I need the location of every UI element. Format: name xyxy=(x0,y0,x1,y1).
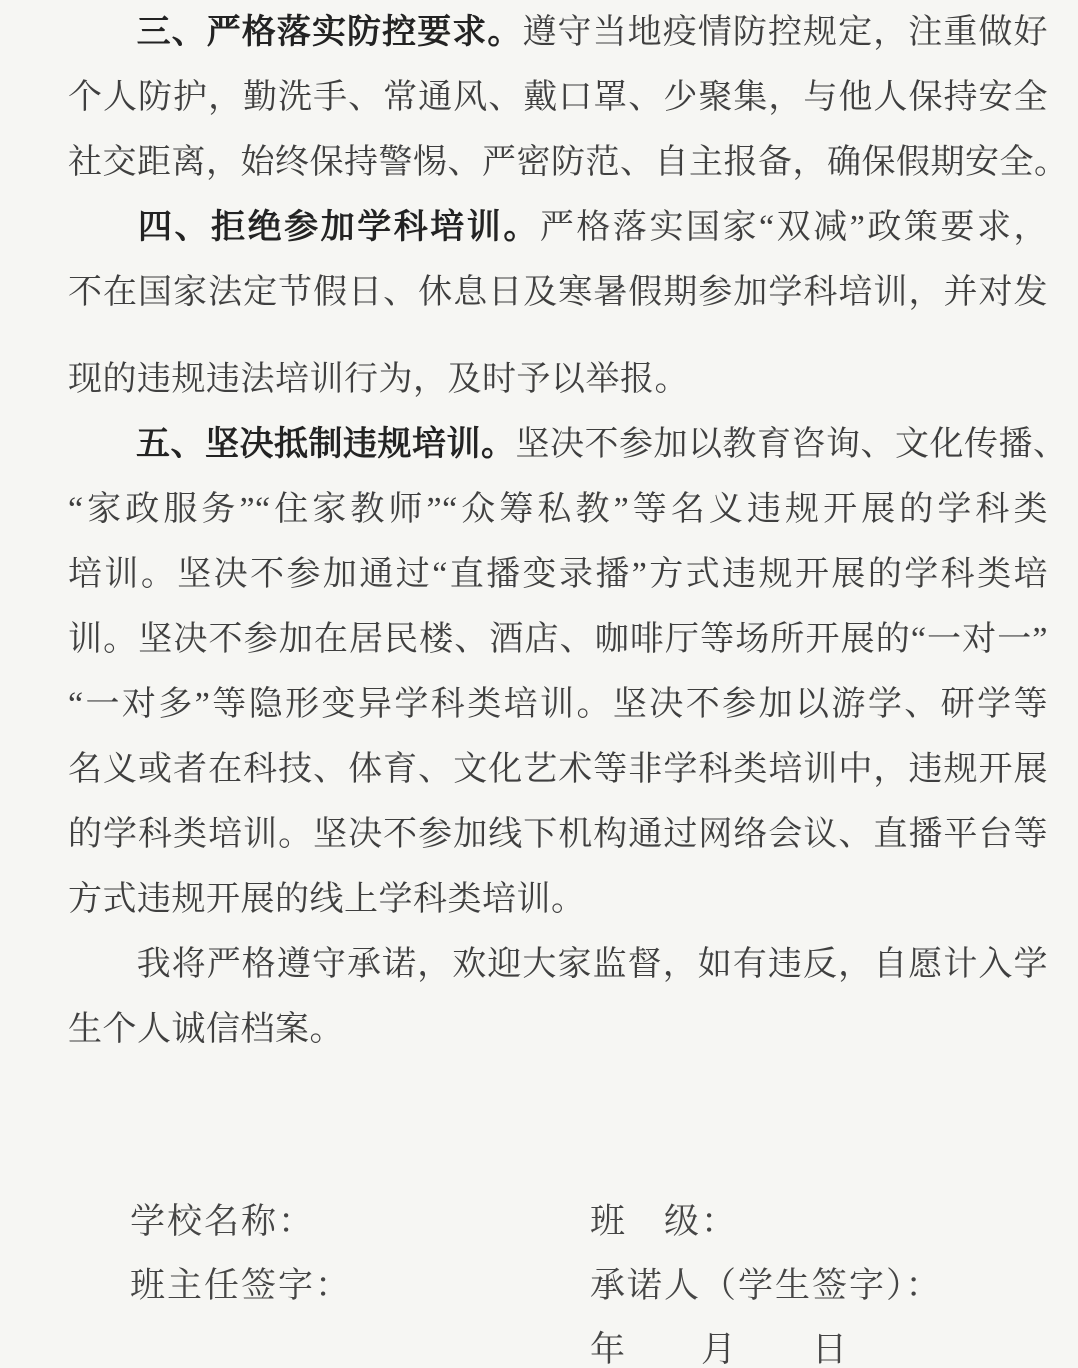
body-text: 培训。坚决不参加通过“直播变录播”方式违规开展的学科类培 xyxy=(68,556,1048,593)
body-text: 坚决不参加以教育咨询、文化传播、 xyxy=(515,426,1068,463)
signature-row xyxy=(68,1254,1048,1318)
student-signature-label: 承诺人（学生签字）： xyxy=(590,1266,943,1305)
section-heading-3: 三、严格落实防控要求。 xyxy=(136,13,523,51)
section-heading-5: 五、坚决抵制违规培训。 xyxy=(136,425,516,463)
paragraph-line xyxy=(68,802,1048,867)
signature-block xyxy=(68,1190,1048,1368)
body-text: 严格落实国家“双减”政策要求， xyxy=(539,209,1048,246)
body-text: 生个人诚信档案。 xyxy=(68,1011,344,1048)
body-text: 现的违规违法培训行为，及时予以举报。 xyxy=(68,361,689,398)
paragraph-line xyxy=(68,260,1048,325)
paragraph-line xyxy=(68,0,1048,65)
school-name-label: 学校名称： xyxy=(130,1202,316,1241)
teacher-signature-label: 班主任签字： xyxy=(130,1266,353,1305)
body-text: 个人防护，勤洗手、常通风、戴口罩、少聚集，与他人保持安全 xyxy=(68,79,1048,116)
date-label: 年 月 日 xyxy=(590,1330,850,1368)
body-text: 名义或者在科技、体育、文化艺术等非学科类培训中，违规开展 xyxy=(68,751,1048,788)
paragraph-line xyxy=(68,347,1048,412)
paragraph-line xyxy=(68,477,1048,542)
paragraph-line xyxy=(68,65,1048,130)
document-body xyxy=(68,0,1069,1368)
body-text: 不在国家法定节假日、休息日及寒暑假期参加学科培训，并对发 xyxy=(68,274,1048,311)
body-text: “一对多”等隐形变异学科类培训。坚决不参加以游学、研学等 xyxy=(68,686,1048,723)
body-text: “家政服务”“住家教师”“众筹私教”等名义违规开展的学科类 xyxy=(68,491,1048,528)
paragraph-line xyxy=(68,607,1048,672)
paragraph-line xyxy=(68,672,1048,737)
paragraph-line xyxy=(68,932,1048,997)
class-label: 班 级： xyxy=(590,1202,739,1241)
body-text: 我将严格遵守承诺，欢迎大家监督，如有违反，自愿计入学 xyxy=(136,946,1048,983)
paragraph-line xyxy=(68,997,1048,1062)
signature-row xyxy=(68,1318,1048,1368)
paragraph-line xyxy=(68,130,1069,195)
body-text: 的学科类培训。坚决不参加线下机构通过网络会议、直播平台等 xyxy=(68,816,1048,853)
body-text: 训。坚决不参加在居民楼、酒店、咖啡厅等场所开展的“一对一” xyxy=(68,621,1048,658)
paragraph-line xyxy=(68,542,1048,607)
paragraph-line xyxy=(68,867,1048,932)
paragraph-line xyxy=(68,412,1068,477)
body-text: 方式违规开展的线上学科类培训。 xyxy=(68,881,586,918)
signature-row xyxy=(68,1190,1048,1254)
paragraph-line xyxy=(68,737,1048,802)
section-heading-4: 四、拒绝参加学科培训。 xyxy=(136,208,540,246)
body-text: 遵守当地疫情防控规定，注重做好 xyxy=(522,14,1049,51)
paragraph-line xyxy=(68,195,1048,260)
body-text: 社交距离，始终保持警惕、严密防范、自主报备，确保假期安全。 xyxy=(68,144,1069,181)
